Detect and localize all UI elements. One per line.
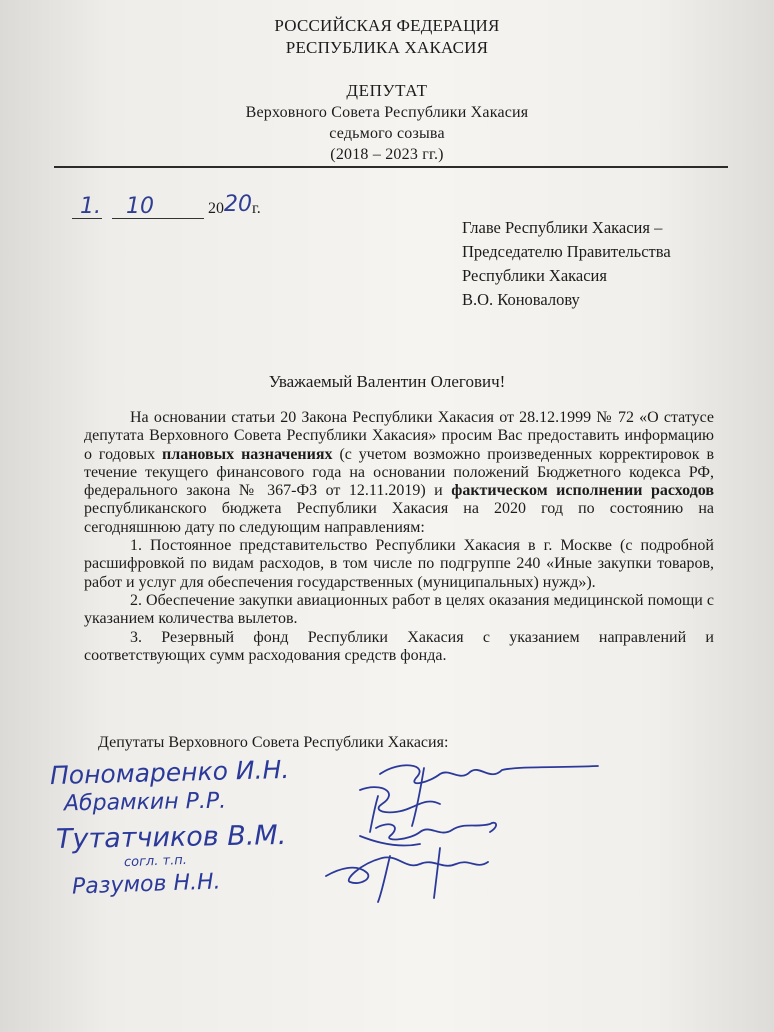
header-convocation: седьмого созыва: [329, 125, 445, 142]
list-item-2: 2. Обеспечение закупки авиационных работ в целях оказания медицинской помощи с указанием количества вылетов.: [84, 591, 714, 628]
list-item-3: 3. Резервный фонд Республики Хакасия с указанием направлений и соответствующих сумм расходования средств фонда.: [84, 628, 714, 664]
date-suffix: г.: [252, 200, 261, 217]
body-text: республиканского бюджета Республики Хакасия на 2020 год по состоянию на сегодняшнюю дату по следующим направлениям:: [84, 500, 714, 536]
signatories-heading: Депутаты Верховного Совета Республики Хакасия:: [98, 734, 449, 751]
date-year-handwritten: 20: [224, 192, 252, 217]
greeting: Уважаемый Валентин Олегович!: [268, 372, 506, 391]
addressee-line: В.О. Коновалову: [462, 290, 580, 309]
signature-2: [360, 787, 440, 812]
signatures: [320, 752, 620, 912]
handwritten-name: Разумов Н.Н.: [71, 869, 221, 900]
body-paragraph: [84, 409, 714, 537]
letter-body: [84, 409, 714, 665]
body-bold-planned: плановых назначениях: [162, 445, 333, 463]
body-text: На основании статьи 20 Закона Республики Хакасия от 28.12.1999 № 72 «О статусе депутата Верховного Совета Республики Хакасия» просим Вас предоставить информацию о годовых: [84, 409, 714, 463]
addressee-block: [462, 216, 671, 312]
body-text: (с учетом возможно произведенных корректировок в течение текущего финансового года на основании положений Бюджетного кодекса РФ, федерального закона № 367-ФЗ от 12.11.2019) и: [84, 445, 715, 500]
date-day-handwritten: 1.: [80, 194, 101, 219]
signature-4: [326, 857, 488, 883]
header-divider: [54, 166, 728, 168]
handwritten-name: Абрамкин Р.Р.: [63, 788, 227, 817]
signature-3: [376, 823, 496, 840]
header-country: РОССИЙСКАЯ ФЕДЕРАЦИЯ: [274, 16, 500, 35]
date-field: [72, 192, 282, 222]
handwritten-name: Тутатчиков В.М.: [55, 819, 287, 856]
signature-1: [380, 765, 598, 783]
header-body: Верховного Совета Республики Хакасия: [245, 104, 529, 121]
handwritten-note: согл. т.п.: [123, 852, 188, 871]
date-year-printed: 20: [208, 200, 224, 217]
date-month-handwritten: 10: [126, 194, 154, 219]
handwritten-name: Пономаренко И.Н.: [49, 754, 290, 791]
list-item-1: 1. Постоянное представительство Республики Хакасия в г. Москве (с подробной расшифровкой по видам расходов, в том числе по подгруппе 240 «Иные закупки товаров, работ и услуг для обеспечения государственных (муниципальных) нужд»).: [84, 537, 714, 591]
addressee-line: Председателю Правительства: [462, 242, 671, 261]
header-term: (2018 – 2023 гг.): [330, 146, 444, 163]
addressee-line: Республики Хакасия: [462, 266, 607, 285]
header-republic: РЕСПУБЛИКА ХАКАСИЯ: [285, 38, 489, 57]
header-title: ДЕПУТАТ: [346, 81, 428, 100]
addressee-line: Главе Республики Хакасия –: [462, 218, 663, 237]
body-bold-actual: фактическом исполнении расходов: [451, 482, 715, 500]
